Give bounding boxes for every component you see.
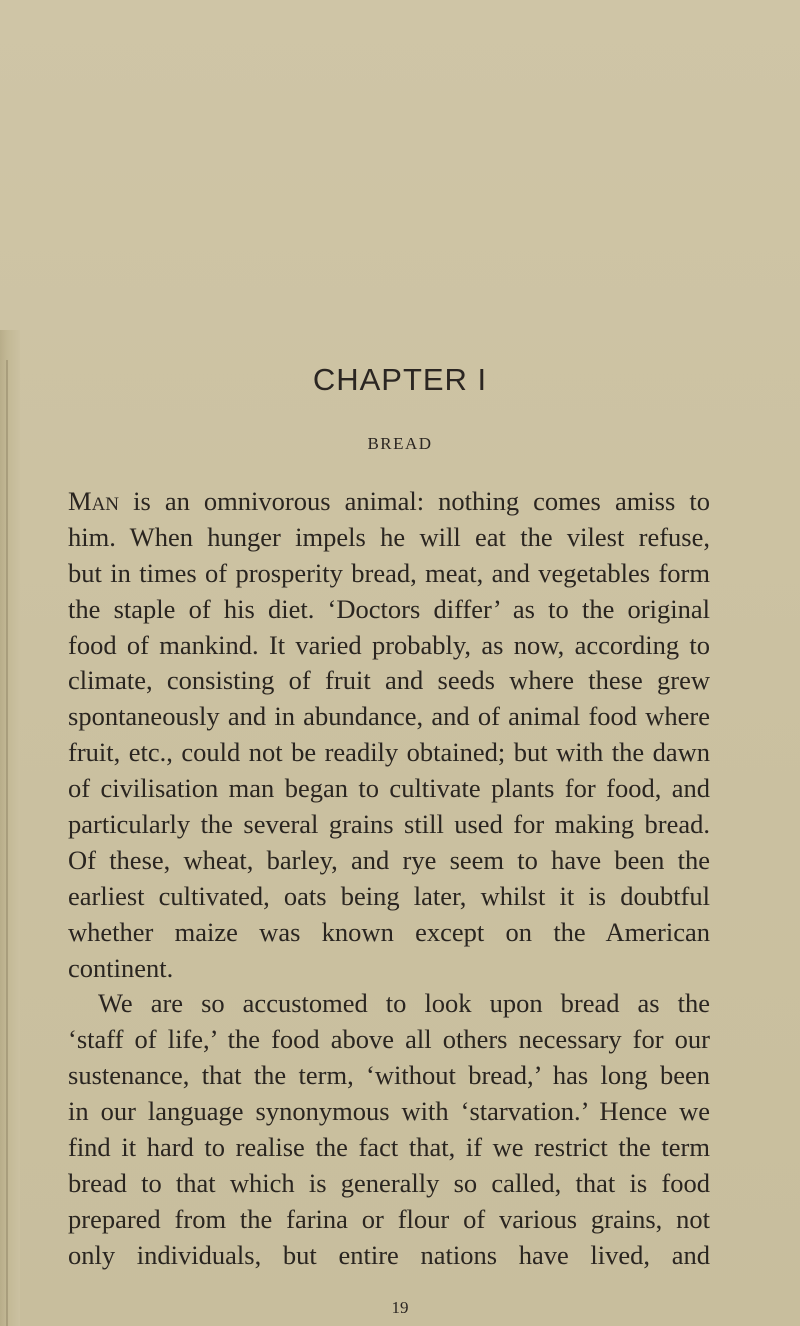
text-line-5: food of mankind. It varied probably, as now, according to [68, 629, 710, 660]
text-line-2: him. When hunger impels he will eat the vilest refuse, [68, 521, 710, 552]
text-line-4: the staple of his diet. ‘Doctors differ’ as to the original [68, 593, 710, 624]
text-line-15: We are so accustomed to look upon bread as the [98, 988, 710, 1019]
text-line-1: Man is an omnivorous animal: nothing comes amiss to [68, 486, 710, 516]
text-line-21: prepared from the farina or flour of various grains, not [68, 1203, 710, 1234]
body-text [68, 484, 710, 1274]
text-line-20: bread to that which is generally so called, that is food [68, 1167, 710, 1198]
text-line-13: whether maize was known except on the American [68, 916, 710, 947]
text-line-8: fruit, etc., could not be readily obtained; but with the dawn [68, 737, 710, 768]
text-line-18: in our language synonymous with ‘starvation.’ Hence we [68, 1096, 710, 1127]
page-gutter-line [6, 360, 8, 1326]
text-line-19: find it hard to realise the fact that, if we restrict the term [68, 1132, 710, 1163]
drop-word: Man [68, 486, 120, 516]
text-line-17: sustenance, that the term, ‘without bread,’ has long been [68, 1060, 710, 1091]
text-line-16: ‘staff of life,’ the food above all others necessary for our [68, 1024, 710, 1055]
text-line-12: earliest cultivated, oats being later, whilst it is doubtful [68, 880, 710, 911]
text-line-14: continent. [68, 952, 174, 983]
text-line-22: only individuals, but entire nations have lived, and [68, 1239, 710, 1270]
section-heading: BREAD [367, 434, 433, 453]
page-gutter-shadow [0, 330, 20, 1326]
page-number: 19 [391, 1298, 409, 1317]
text-line-3: but in times of prosperity bread, meat, and vegetables form [68, 557, 710, 588]
text-line-10: particularly the several grains still used for making bread. [68, 809, 710, 840]
chapter-heading: CHAPTER I [312, 362, 488, 397]
text-line-9: of civilisation man began to cultivate plants for food, and [68, 773, 710, 804]
text-line-11: Of these, wheat, barley, and rye seem to have been the [68, 844, 710, 875]
text-line-7: spontaneously and in abundance, and of animal food where [68, 701, 710, 732]
text-line-6: climate, consisting of fruit and seeds where these grew [68, 665, 710, 696]
